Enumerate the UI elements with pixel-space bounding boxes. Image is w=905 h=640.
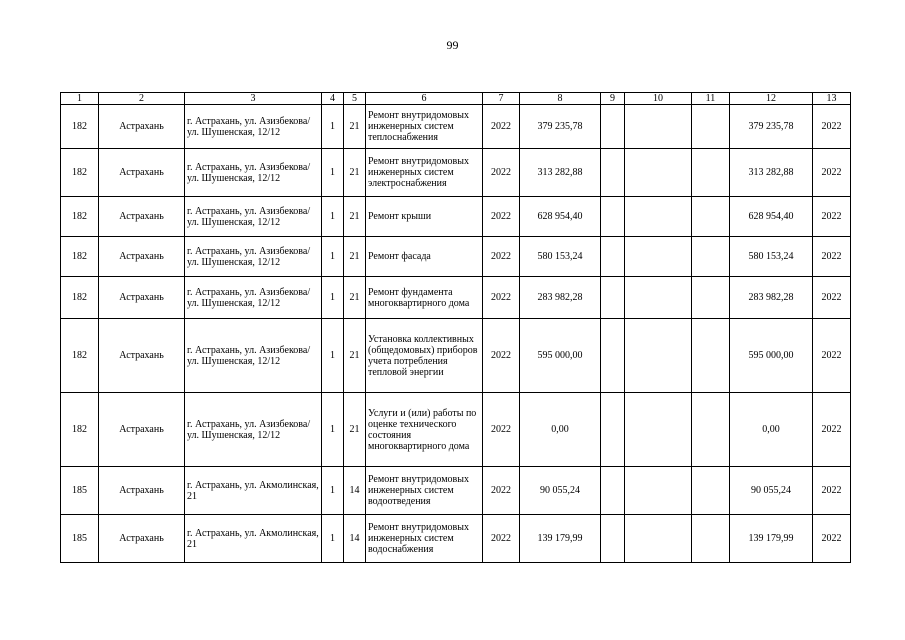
cell-total: 313 282,88 bbox=[730, 149, 813, 197]
cell-completion-year: 2022 bbox=[813, 319, 851, 393]
cell-col-11 bbox=[692, 149, 730, 197]
cell-work-type: Установка коллективных (общедомовых) приборов учета потребления тепловой энергии bbox=[366, 319, 483, 393]
cell-col-11 bbox=[692, 393, 730, 467]
cell-col-9 bbox=[601, 393, 625, 467]
cell-col-10 bbox=[625, 277, 692, 319]
cell-completion-year: 2022 bbox=[813, 277, 851, 319]
cell-year: 2022 bbox=[483, 197, 520, 237]
cell-cost: 139 179,99 bbox=[520, 515, 601, 563]
cell-address: г. Астрахань, ул. Азизбекова/ ул. Шушенская, 12/12 bbox=[185, 149, 322, 197]
cell-col-11 bbox=[692, 467, 730, 515]
cell-completion-year: 2022 bbox=[813, 393, 851, 467]
cell-work-type: Ремонт внутридомовых инженерных систем электроснабжения bbox=[366, 149, 483, 197]
cell-col-4: 1 bbox=[322, 515, 344, 563]
cell-col-4: 1 bbox=[322, 393, 344, 467]
cell-col-5: 14 bbox=[344, 467, 366, 515]
cell-work-type: Ремонт внутридомовых инженерных систем водоснабжения bbox=[366, 515, 483, 563]
cell-address: г. Астрахань, ул. Азизбекова/ ул. Шушенская, 12/12 bbox=[185, 393, 322, 467]
cell-col-4: 1 bbox=[322, 149, 344, 197]
cell-city: Астрахань bbox=[99, 393, 185, 467]
cell-col-10 bbox=[625, 319, 692, 393]
cell-work-type: Ремонт фасада bbox=[366, 237, 483, 277]
cell-total: 595 000,00 bbox=[730, 319, 813, 393]
cell-col-9 bbox=[601, 105, 625, 149]
cell-completion-year: 2022 bbox=[813, 237, 851, 277]
cell-year: 2022 bbox=[483, 149, 520, 197]
cell-col-5: 21 bbox=[344, 237, 366, 277]
cell-work-type: Услуги и (или) работы по оценке технического состояния многоквартирного дома bbox=[366, 393, 483, 467]
cell-total: 379 235,78 bbox=[730, 105, 813, 149]
cell-city: Астрахань bbox=[99, 515, 185, 563]
cell-col-5: 21 bbox=[344, 277, 366, 319]
cell-city: Астрахань bbox=[99, 277, 185, 319]
cell-total: 283 982,28 bbox=[730, 277, 813, 319]
header-row bbox=[61, 93, 851, 105]
cell-city: Астрахань bbox=[99, 149, 185, 197]
header-cell: 8 bbox=[520, 93, 601, 105]
cell-year: 2022 bbox=[483, 515, 520, 563]
cell-col-5: 21 bbox=[344, 149, 366, 197]
cell-col-9 bbox=[601, 319, 625, 393]
cell-completion-year: 2022 bbox=[813, 149, 851, 197]
cell-city: Астрахань bbox=[99, 197, 185, 237]
cell-col-11 bbox=[692, 105, 730, 149]
header-cell: 6 bbox=[366, 93, 483, 105]
cell-col-4: 1 bbox=[322, 237, 344, 277]
cell-col-5: 21 bbox=[344, 105, 366, 149]
cell-address: г. Астрахань, ул. Азизбекова/ ул. Шушенская, 12/12 bbox=[185, 237, 322, 277]
cell-col-4: 1 bbox=[322, 105, 344, 149]
cell-col-5: 14 bbox=[344, 515, 366, 563]
cell-col-9 bbox=[601, 149, 625, 197]
cell-city: Астрахань bbox=[99, 105, 185, 149]
cell-cost: 379 235,78 bbox=[520, 105, 601, 149]
cell-total: 628 954,40 bbox=[730, 197, 813, 237]
cell-col-4: 1 bbox=[322, 197, 344, 237]
cell-col-10 bbox=[625, 515, 692, 563]
cell-city: Астрахань bbox=[99, 237, 185, 277]
header-cell: 13 bbox=[813, 93, 851, 105]
cell-work-type: Ремонт крыши bbox=[366, 197, 483, 237]
cell-address: г. Астрахань, ул. Азизбекова/ ул. Шушенская, 12/12 bbox=[185, 319, 322, 393]
header-cell: 2 bbox=[99, 93, 185, 105]
cell-col-10 bbox=[625, 197, 692, 237]
header-cell: 12 bbox=[730, 93, 813, 105]
cell-row-number: 182 bbox=[61, 197, 99, 237]
cell-total: 90 055,24 bbox=[730, 467, 813, 515]
header-cell: 5 bbox=[344, 93, 366, 105]
cell-cost: 283 982,28 bbox=[520, 277, 601, 319]
cell-row-number: 185 bbox=[61, 515, 99, 563]
cell-col-10 bbox=[625, 393, 692, 467]
header-cell: 3 bbox=[185, 93, 322, 105]
cell-col-4: 1 bbox=[322, 319, 344, 393]
cell-address: г. Астрахань, ул. Азизбекова/ ул. Шушенская, 12/12 bbox=[185, 197, 322, 237]
cell-year: 2022 bbox=[483, 319, 520, 393]
header-cell: 7 bbox=[483, 93, 520, 105]
cell-city: Астрахань bbox=[99, 319, 185, 393]
header-cell: 1 bbox=[61, 93, 99, 105]
cell-col-4: 1 bbox=[322, 277, 344, 319]
cell-completion-year: 2022 bbox=[813, 105, 851, 149]
cell-row-number: 182 bbox=[61, 319, 99, 393]
header-cell: 11 bbox=[692, 93, 730, 105]
cell-address: г. Астрахань, ул. Азизбекова/ ул. Шушенская, 12/12 bbox=[185, 105, 322, 149]
cell-col-10 bbox=[625, 467, 692, 515]
cell-col-9 bbox=[601, 197, 625, 237]
header-cell: 10 bbox=[625, 93, 692, 105]
table-row bbox=[61, 237, 851, 277]
cell-col-5: 21 bbox=[344, 319, 366, 393]
cell-address: г. Астрахань, ул. Акмолинская, 21 bbox=[185, 467, 322, 515]
table-row bbox=[61, 105, 851, 149]
cell-cost: 0,00 bbox=[520, 393, 601, 467]
cell-cost: 595 000,00 bbox=[520, 319, 601, 393]
cell-col-11 bbox=[692, 237, 730, 277]
cell-col-10 bbox=[625, 105, 692, 149]
cell-cost: 313 282,88 bbox=[520, 149, 601, 197]
table-row bbox=[61, 149, 851, 197]
cell-col-9 bbox=[601, 515, 625, 563]
table-row bbox=[61, 515, 851, 563]
cell-col-9 bbox=[601, 237, 625, 277]
cell-col-4: 1 bbox=[322, 467, 344, 515]
cell-year: 2022 bbox=[483, 105, 520, 149]
cell-cost: 628 954,40 bbox=[520, 197, 601, 237]
register-table bbox=[60, 92, 851, 563]
cell-col-9 bbox=[601, 277, 625, 319]
cell-row-number: 182 bbox=[61, 105, 99, 149]
cell-col-11 bbox=[692, 319, 730, 393]
header-cell: 9 bbox=[601, 93, 625, 105]
cell-total: 0,00 bbox=[730, 393, 813, 467]
cell-total: 580 153,24 bbox=[730, 237, 813, 277]
cell-work-type: Ремонт внутридомовых инженерных систем водоотведения bbox=[366, 467, 483, 515]
cell-city: Астрахань bbox=[99, 467, 185, 515]
cell-completion-year: 2022 bbox=[813, 197, 851, 237]
cell-cost: 580 153,24 bbox=[520, 237, 601, 277]
cell-col-5: 21 bbox=[344, 393, 366, 467]
cell-col-11 bbox=[692, 277, 730, 319]
cell-year: 2022 bbox=[483, 467, 520, 515]
table-row bbox=[61, 393, 851, 467]
cell-year: 2022 bbox=[483, 277, 520, 319]
cell-row-number: 182 bbox=[61, 277, 99, 319]
cell-year: 2022 bbox=[483, 393, 520, 467]
cell-row-number: 182 bbox=[61, 149, 99, 197]
cell-year: 2022 bbox=[483, 237, 520, 277]
cell-col-10 bbox=[625, 149, 692, 197]
cell-col-11 bbox=[692, 515, 730, 563]
cell-total: 139 179,99 bbox=[730, 515, 813, 563]
cell-col-5: 21 bbox=[344, 197, 366, 237]
cell-completion-year: 2022 bbox=[813, 467, 851, 515]
cell-row-number: 182 bbox=[61, 237, 99, 277]
cell-col-9 bbox=[601, 467, 625, 515]
table-row bbox=[61, 197, 851, 237]
cell-col-10 bbox=[625, 237, 692, 277]
cell-work-type: Ремонт фундамента многоквартирного дома bbox=[366, 277, 483, 319]
table-row bbox=[61, 277, 851, 319]
table-row bbox=[61, 467, 851, 515]
cell-completion-year: 2022 bbox=[813, 515, 851, 563]
cell-work-type: Ремонт внутридомовых инженерных систем теплоснабжения bbox=[366, 105, 483, 149]
header-cell: 4 bbox=[322, 93, 344, 105]
cell-address: г. Астрахань, ул. Азизбекова/ ул. Шушенская, 12/12 bbox=[185, 277, 322, 319]
table-row bbox=[61, 319, 851, 393]
cell-row-number: 182 bbox=[61, 393, 99, 467]
cell-col-11 bbox=[692, 197, 730, 237]
page-number: 99 bbox=[446, 38, 459, 52]
cell-cost: 90 055,24 bbox=[520, 467, 601, 515]
cell-address: г. Астрахань, ул. Акмолинская, 21 bbox=[185, 515, 322, 563]
cell-row-number: 185 bbox=[61, 467, 99, 515]
